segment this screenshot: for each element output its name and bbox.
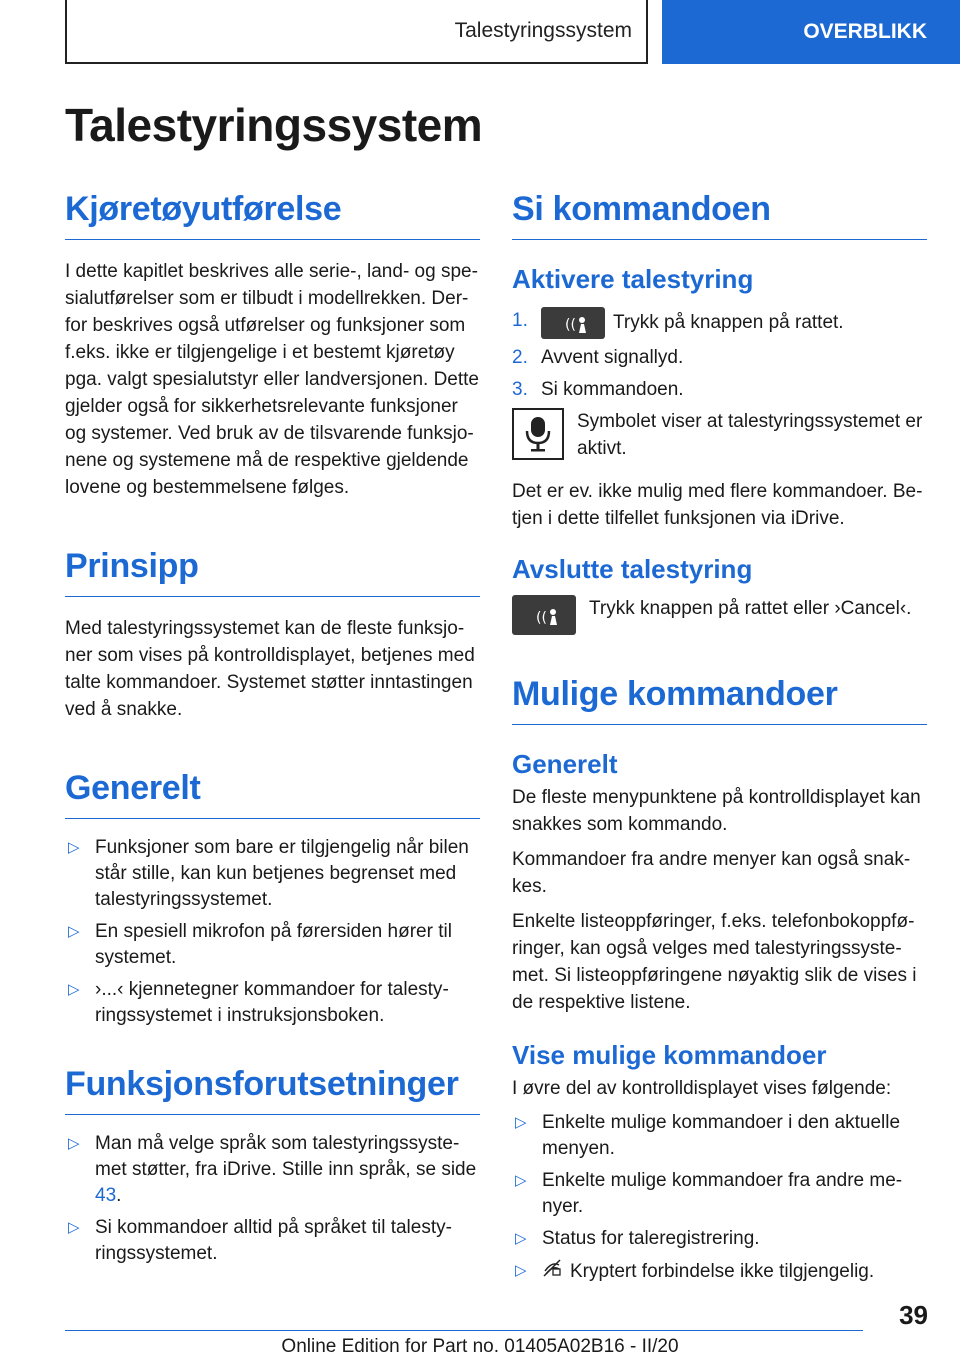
- end-instruction: Trykk knappen på rattet eller ›Cancel‹.: [589, 598, 912, 619]
- end-row: [512, 595, 927, 635]
- vehicle-version-paragraph: I dette kapitlet beskrives alle serie-, land- og spesialutførelser som er tilbudt i modellrekken. Derfor beskrives også utførelser og funksjoner som f.eks. ikke er tilgjengelige i et bestemt kjøretøy pga. valgt spesialutstyr eller landversjonen. Dette gjelder også for sikkerhetsrelevante funksjoner og systemer. Ved bruk av de tilsvarende funksjonene og systemene må de respektive gjeldende lovene og bestemmelsene følges.: [65, 261, 480, 498]
- steering-voice-button-icon: [512, 595, 576, 635]
- list-item: ▷ ›...‹ kjennetegner kommandoer for talestyringssystemet i instruksjonsboken.: [68, 979, 449, 1026]
- list-item: ▷ En spesiell mikrofon på førersiden hører til systemet.: [68, 921, 452, 968]
- triangle-bullet-icon: ▷: [68, 923, 80, 940]
- step-item: 2. Avvent signallyd.: [512, 347, 684, 368]
- svg-text:((: ((: [565, 317, 576, 333]
- triangle-bullet-icon: ▷: [68, 839, 80, 856]
- svg-text:((: ((: [536, 610, 547, 626]
- triangle-bullet-icon: ▷: [68, 1219, 80, 1236]
- subheading-avslutte-talestyring: Avslutte talestyring: [512, 554, 753, 584]
- heading-funksjonsforutsetninger: Funksjonsforutsetninger: [65, 1065, 480, 1115]
- display-paragraph: I øvre del av kontrolldisplayet vises følgende:: [512, 1078, 892, 1099]
- page-number: 39: [899, 1300, 928, 1330]
- display-list: [512, 1110, 927, 1286]
- heading-prinsipp: Prinsipp: [65, 547, 480, 597]
- subheading-vise-mulige-kommandoer: Vise mulige kommandoer: [512, 1040, 827, 1070]
- triangle-bullet-icon: ▷: [515, 1172, 527, 1189]
- page-link-43[interactable]: 43: [95, 1185, 117, 1206]
- list-entries-paragraph: Enkelte listeoppføringer, f.eks. telefonbokoppføringer, kan også velges med talestyringssystemet. Si listeoppføringene nøyaktig slik de vises i de respektive listene.: [512, 911, 917, 1013]
- left-column: [65, 190, 480, 1273]
- heading-si-kommandoen: Si kommandoen: [512, 190, 927, 240]
- activation-steps: [512, 307, 927, 403]
- list-item: ▷ Enkelte mulige kommandoer i den aktuelle menyen.: [515, 1112, 901, 1159]
- heading-generelt: Generelt: [65, 769, 480, 819]
- footer-divider: [65, 1330, 863, 1331]
- header-tab-label: OVERBLIKK: [803, 20, 927, 43]
- triangle-bullet-icon: ▷: [515, 1262, 527, 1279]
- footer-edition: Online Edition for Part no. 01405A02B16 - II/20: [281, 1336, 679, 1357]
- header-section-box: [65, 0, 648, 64]
- triangle-bullet-icon: ▷: [68, 981, 80, 998]
- subheading-aktivere-talestyring: Aktivere talestyring: [512, 264, 754, 294]
- list-item: ▷ Man må velge språk som talestyringssystemet støtter, fra iDrive. Stille inn språk, se side 43.: [68, 1133, 477, 1206]
- list-item: ▷ Funksjoner som bare er tilgjengelig når bilen står stille, kan kun betjenes begrenset med talestyringssystemet.: [68, 837, 469, 910]
- subheading-generelt: Generelt: [512, 749, 618, 779]
- triangle-bullet-icon: ▷: [515, 1230, 527, 1247]
- page-title: Talestyringssystem: [65, 99, 483, 151]
- header-section-title: Talestyringssystem: [454, 19, 632, 42]
- principle-paragraph: Med talestyringssystemet kan de fleste funksjoner som vises på kontrolldisplayet, betjenes med talte kommandoer. Systemet støtter inntastingen ved å snakke.: [65, 618, 475, 720]
- list-item: ▷ Status for taleregistrering.: [512, 1226, 927, 1252]
- list-item: ▷ Kryptert forbindelse ikke tilgjengelig.: [512, 1258, 927, 1286]
- step-item: 3. Si kommandoen.: [512, 379, 684, 400]
- symbol-row: [512, 408, 927, 462]
- encryption-off-icon: [542, 1258, 562, 1286]
- heading-mulige-kommandoer: Mulige kommandoer: [512, 675, 927, 725]
- list-item: ▷ Si kommandoer alltid på språket til talestyringssystemet.: [68, 1217, 452, 1264]
- triangle-bullet-icon: ▷: [515, 1114, 527, 1131]
- steering-voice-button-icon: [541, 307, 605, 339]
- requirements-list: [65, 1131, 480, 1267]
- header-tab-overblikk[interactable]: [662, 0, 960, 64]
- step-item: 1. (( Trykk på knappen på rattet.: [512, 307, 927, 339]
- general-list: [65, 835, 480, 1029]
- triangle-bullet-icon: ▷: [68, 1135, 80, 1152]
- right-column: [512, 190, 927, 1292]
- list-item: ▷ Enkelte mulige kommandoer fra andre menyer.: [515, 1170, 903, 1217]
- additional-commands-note: Det er ev. ikke mulig med flere kommandoer. Betjen i dette tilfellet funksjonen via iDrive.: [512, 481, 923, 529]
- heading-kjoretoyutforelse: Kjøretøyutførelse: [65, 190, 480, 240]
- symbol-description: Symbolet viser at talestyringssystemet er aktivt.: [577, 411, 923, 459]
- other-menus-paragraph: Kommandoer fra andre menyer kan også snakkes.: [512, 849, 911, 897]
- menu-items-paragraph: De fleste menypunktene på kontrolldisplayet kan snakkes som kommando.: [512, 787, 921, 835]
- microphone-icon: [512, 408, 564, 460]
